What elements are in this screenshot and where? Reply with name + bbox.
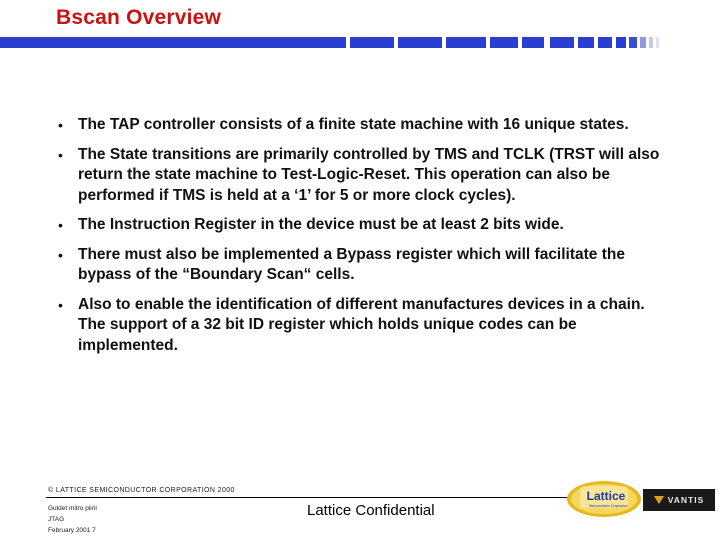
bullet-text: The State transitions are primarily controlled by TMS and TCLK (TRST will also return the state machine to Test-Logic-Reset. This operation can also be performed if TMS is held at a ‘1’ for 5 or more clock cycles). xyxy=(78,145,660,204)
bullet-text: Also to enable the identification of different manufactures devices in a chain. The support of a 32 bit ID register which holds unique codes can be implemented. xyxy=(78,295,645,354)
footer-meta-line: February 2001 7 xyxy=(48,527,96,534)
bullet-item xyxy=(56,295,666,357)
bullet-dot: • xyxy=(58,246,63,263)
bullet-dot: • xyxy=(58,296,63,313)
bullet-item xyxy=(56,145,666,207)
bullet-dot: • xyxy=(58,146,63,163)
confidential-label: Lattice Confidential xyxy=(307,502,435,519)
footer-meta-line: JTAG xyxy=(48,516,65,523)
bullet-dot: • xyxy=(58,117,63,133)
footer-meta-line: Guldet mitro pliril xyxy=(48,505,97,512)
vantis-mark-icon xyxy=(654,495,664,505)
title-decorative-bar xyxy=(0,37,660,48)
vantis-logo xyxy=(643,489,715,511)
bullet-item xyxy=(56,215,666,236)
slide-title: Bscan Overview xyxy=(56,6,222,29)
lattice-logo-subtext: Semiconductor Corporation xyxy=(588,504,628,508)
lattice-logo-text: Lattice xyxy=(586,489,626,503)
bullet-item xyxy=(56,115,666,136)
bullet-item xyxy=(56,245,666,286)
footer-meta xyxy=(48,503,97,536)
footer-divider xyxy=(46,497,576,498)
lattice-logo xyxy=(566,480,642,518)
bullet-text: There must also be implemented a Bypass register which will facilitate the bypass of the “Boundary Scan“ cells. xyxy=(78,245,625,283)
footer-copyright: © LATTICE SEMICONDUCTOR CORPORATION 2000 xyxy=(48,487,235,494)
vantis-logo-text: VANTIS xyxy=(667,495,705,505)
bullet-list xyxy=(56,115,666,365)
bullet-text: The TAP controller consists of a finite state machine with 16 unique states. xyxy=(78,116,629,133)
bullet-text: The Instruction Register in the device must be at least 2 bits wide. xyxy=(78,216,564,233)
bullet-dot: • xyxy=(58,217,63,233)
